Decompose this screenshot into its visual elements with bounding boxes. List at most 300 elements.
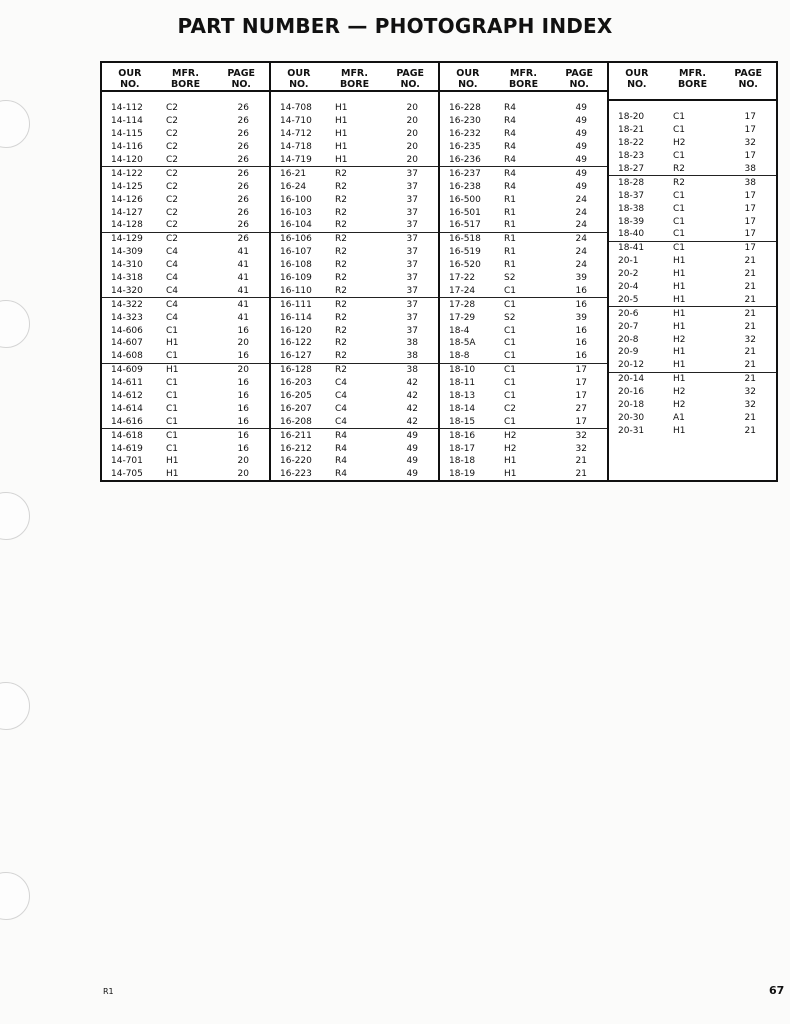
mfr-bore: C4: [166, 285, 179, 296]
table-row: [609, 359, 776, 372]
mfr-bore: C1: [504, 416, 517, 427]
table-row: [271, 180, 438, 193]
mfr-bore: H1: [673, 425, 686, 436]
block-body: [440, 92, 607, 481]
part-number: 14-127: [111, 207, 143, 218]
part-number: 14-116: [111, 142, 143, 153]
mfr-bore-header: [327, 63, 383, 90]
mfr-bore: R4: [504, 129, 516, 140]
table-row: [440, 180, 607, 193]
our-no-header: [271, 63, 327, 90]
part-number: 14-320: [111, 285, 143, 296]
table-row: [609, 202, 776, 215]
page-ref: 20: [406, 103, 418, 114]
mfr-bore: C1: [166, 443, 179, 454]
row-group: [271, 233, 438, 298]
part-number: 16-205: [280, 391, 312, 402]
row-group: [271, 167, 438, 232]
header-line: PAGE: [734, 68, 763, 79]
page-ref: 16: [575, 351, 587, 362]
table-row: [271, 442, 438, 455]
mfr-bore: C1: [166, 351, 179, 362]
page-ref: 17: [575, 416, 587, 427]
page-ref: 37: [406, 325, 418, 336]
part-number: 16-236: [449, 155, 481, 165]
page-ref: 17: [575, 365, 587, 376]
part-number: 20-8: [618, 334, 639, 345]
table-row: [102, 284, 269, 297]
page-ref: 49: [575, 129, 587, 140]
page-ref: 17: [744, 190, 756, 201]
part-number: 20-16: [618, 387, 645, 398]
table-row: [271, 167, 438, 180]
part-number: 16-207: [280, 403, 312, 414]
row-group: [609, 176, 776, 241]
our-no-header: [440, 63, 496, 90]
header-line: NO.: [400, 79, 420, 90]
mfr-bore: R4: [335, 469, 347, 480]
table-row: [609, 320, 776, 333]
table-row: [609, 399, 776, 412]
mfr-bore: R2: [335, 365, 347, 376]
table-row: [271, 429, 438, 442]
table-row: [102, 324, 269, 337]
part-number: 20-30: [618, 412, 645, 423]
row-group: [440, 102, 607, 167]
mfr-bore: R2: [335, 260, 347, 271]
page-ref: 37: [406, 299, 418, 310]
page-ref: 21: [744, 321, 756, 332]
mfr-bore: C1: [504, 391, 517, 402]
table-row: [609, 411, 776, 424]
mfr-bore: C1: [673, 125, 686, 136]
binder-hole: [0, 682, 30, 730]
table-row: [271, 246, 438, 259]
mfr-bore: H1: [166, 456, 179, 467]
row-group: [440, 167, 607, 232]
table-row: [609, 215, 776, 228]
mfr-bore: H2: [673, 387, 686, 398]
table-row: [102, 272, 269, 285]
mfr-bore: H2: [673, 400, 686, 411]
header-line: OUR: [118, 68, 142, 79]
part-number: 20-6: [618, 308, 639, 319]
part-number: 14-114: [111, 116, 143, 127]
part-number: 18-23: [618, 151, 645, 162]
page-ref: 24: [575, 247, 587, 258]
page-ref: 42: [406, 391, 418, 402]
page-ref: 26: [237, 207, 249, 218]
part-number: 18-27: [618, 164, 645, 174]
page-ref: 49: [406, 443, 418, 454]
mfr-bore: H2: [504, 443, 517, 454]
mfr-bore: H1: [673, 360, 686, 371]
part-number: 14-125: [111, 181, 143, 192]
mfr-bore: C4: [335, 416, 348, 427]
part-number: 16-128: [280, 365, 312, 376]
part-number: 14-609: [111, 365, 143, 376]
page-ref: 37: [406, 168, 418, 179]
mfr-bore: S2: [504, 273, 516, 284]
part-number: 16-111: [280, 299, 312, 310]
table-row: [609, 333, 776, 346]
mfr-bore: C1: [673, 216, 686, 227]
mfr-bore: C1: [504, 285, 517, 296]
mfr-bore: H1: [335, 142, 348, 153]
table-row: [102, 377, 269, 390]
table-row: [102, 141, 269, 154]
part-number: 20-31: [618, 425, 645, 436]
mfr-bore: C4: [335, 403, 348, 414]
table-row: [609, 111, 776, 124]
table-row: [102, 298, 269, 311]
table-row: [102, 154, 269, 167]
part-number: 14-712: [280, 129, 312, 140]
page-ref: 49: [406, 469, 418, 480]
mfr-bore: C1: [504, 299, 517, 310]
mfr-bore: A1: [673, 412, 685, 423]
part-number: 14-705: [111, 469, 143, 480]
our-no-header: [102, 63, 158, 90]
row-group: [271, 298, 438, 363]
page-ref: 21: [575, 469, 587, 480]
mfr-bore: C4: [166, 247, 179, 258]
index-table: [100, 61, 778, 482]
part-number: 16-517: [449, 220, 481, 231]
header-line: NO.: [120, 79, 140, 90]
page-ref: 17: [575, 378, 587, 389]
mfr-bore: R1: [504, 220, 516, 231]
part-number: 14-120: [111, 155, 143, 165]
mfr-bore: R2: [335, 299, 347, 310]
table-row: [102, 429, 269, 442]
row-group: [440, 298, 607, 363]
table-row: [440, 364, 607, 377]
page-ref: 20: [237, 456, 249, 467]
mfr-bore: H2: [673, 334, 686, 345]
mfr-bore: R4: [335, 443, 347, 454]
row-group: [271, 102, 438, 167]
table-row: [440, 442, 607, 455]
table-row: [102, 468, 269, 481]
mfr-bore: H1: [673, 294, 686, 305]
mfr-bore: S2: [504, 312, 516, 323]
part-number: 18-14: [449, 403, 476, 414]
mfr-bore: C4: [335, 391, 348, 402]
page-ref: 17: [575, 391, 587, 402]
block-body: [271, 92, 438, 481]
table-row: [609, 424, 776, 437]
mfr-bore: R2: [335, 220, 347, 231]
page-ref: 49: [406, 430, 418, 441]
table-row: [609, 386, 776, 399]
part-number: 16-203: [280, 378, 312, 389]
page-ref: 20: [237, 338, 249, 349]
table-row: [440, 284, 607, 297]
page-ref: 17: [744, 216, 756, 227]
header-line: MFR.: [340, 68, 369, 79]
mfr-bore: R2: [335, 325, 347, 336]
page-ref: 20: [406, 116, 418, 127]
part-number: 14-612: [111, 391, 143, 402]
part-number: 20-12: [618, 360, 645, 371]
block-header: [440, 63, 607, 92]
mfr-bore: R2: [673, 164, 685, 174]
part-number: 16-232: [449, 129, 481, 140]
part-number: 14-616: [111, 416, 143, 427]
page-ref: 26: [237, 220, 249, 231]
part-number: 16-501: [449, 207, 481, 218]
page-ref: 42: [406, 378, 418, 389]
part-number: 18-8: [449, 351, 470, 362]
part-number: 17-29: [449, 312, 476, 323]
part-number: 14-718: [280, 142, 312, 153]
mfr-bore: H1: [673, 269, 686, 280]
header-line: NO.: [231, 79, 251, 90]
mfr-bore: C1: [673, 243, 686, 254]
table-row: [102, 390, 269, 403]
mfr-bore: R4: [504, 168, 516, 179]
block-header: [102, 63, 269, 92]
page-ref: 32: [744, 400, 756, 411]
table-row: [609, 189, 776, 202]
binder-hole: [0, 492, 30, 540]
part-number: 17-24: [449, 285, 476, 296]
table-row: [609, 255, 776, 268]
table-row: [271, 364, 438, 377]
part-number: 14-310: [111, 260, 143, 271]
table-row: [440, 167, 607, 180]
page-no-header: [551, 63, 607, 90]
header-line: BORE: [508, 79, 539, 90]
table-row: [271, 154, 438, 167]
part-number: 14-607: [111, 338, 143, 349]
header-line: BORE: [339, 79, 370, 90]
mfr-bore: C1: [673, 112, 686, 123]
page-ref: 37: [406, 194, 418, 205]
page-ref: 38: [406, 365, 418, 376]
mfr-bore: R1: [504, 247, 516, 258]
mfr-bore: C1: [166, 378, 179, 389]
part-number: 14-322: [111, 299, 143, 310]
mfr-bore: H1: [673, 282, 686, 293]
part-number: 18-28: [618, 177, 645, 188]
revision-mark: R1: [103, 987, 114, 996]
part-number: 16-122: [280, 338, 312, 349]
page-ref: 20: [237, 469, 249, 480]
page-ref: 21: [744, 294, 756, 305]
part-number: 18-37: [618, 190, 645, 201]
table-row: [440, 233, 607, 246]
header-line: NO.: [569, 79, 589, 90]
part-number: 17-22: [449, 273, 476, 284]
page-ref: 38: [744, 177, 756, 188]
mfr-bore: R1: [504, 194, 516, 205]
mfr-bore: C1: [673, 203, 686, 214]
table-row: [440, 102, 607, 115]
page-ref: 49: [575, 116, 587, 127]
table-row: [271, 390, 438, 403]
mfr-bore: C1: [673, 190, 686, 201]
page-ref: 17: [744, 243, 756, 254]
mfr-bore: R4: [504, 181, 516, 192]
header-line: PAGE: [565, 68, 594, 79]
mfr-bore: R1: [504, 260, 516, 271]
row-group: [271, 364, 438, 429]
page-ref: 16: [237, 325, 249, 336]
table-row: [440, 259, 607, 272]
mfr-bore-header: [158, 63, 214, 90]
table-row: [102, 219, 269, 232]
row-group: [102, 233, 269, 298]
part-number: 16-228: [449, 103, 481, 114]
table-block-2: [269, 63, 438, 480]
table-row: [440, 415, 607, 428]
page-ref: 26: [237, 234, 249, 245]
table-row: [271, 377, 438, 390]
page-ref: 37: [406, 312, 418, 323]
part-number: 16-208: [280, 416, 312, 427]
part-number: 20-7: [618, 321, 639, 332]
page-ref: 21: [744, 269, 756, 280]
mfr-bore: R2: [335, 234, 347, 245]
mfr-bore: C1: [504, 378, 517, 389]
table-row: [271, 415, 438, 428]
part-number: 14-606: [111, 325, 143, 336]
page-ref: 16: [237, 430, 249, 441]
table-row: [271, 206, 438, 219]
table-row: [609, 176, 776, 189]
part-number: 16-21: [280, 168, 307, 179]
page-ref: 16: [237, 403, 249, 414]
table-row: [609, 137, 776, 150]
part-number: 18-15: [449, 416, 476, 427]
table-row: [102, 206, 269, 219]
row-group: [440, 429, 607, 481]
table-row: [102, 180, 269, 193]
page-ref: 37: [406, 207, 418, 218]
row-group: [440, 233, 607, 298]
mfr-bore: H1: [335, 155, 348, 165]
header-line: MFR.: [509, 68, 538, 79]
table-block-1: [102, 63, 269, 480]
table-row: [271, 468, 438, 481]
page-ref: 37: [406, 247, 418, 258]
row-group: [102, 429, 269, 481]
table-row: [271, 298, 438, 311]
mfr-bore: R2: [335, 247, 347, 258]
header-line: PAGE: [227, 68, 256, 79]
table-row: [440, 206, 607, 219]
part-number: 16-518: [449, 234, 481, 245]
table-row: [271, 115, 438, 128]
table-row: [609, 346, 776, 359]
header-line: NO.: [627, 79, 647, 90]
mfr-bore: C1: [504, 351, 517, 362]
header-line: OUR: [287, 68, 311, 79]
table-row: [102, 415, 269, 428]
mfr-bore-header: [496, 63, 552, 90]
page-ref: 16: [237, 351, 249, 362]
mfr-bore: R4: [504, 116, 516, 127]
binder-hole: [0, 872, 30, 920]
row-group: [271, 429, 438, 481]
page-ref: 41: [237, 285, 249, 296]
part-number: 18-17: [449, 443, 476, 454]
page-ref: 37: [406, 181, 418, 192]
header-line: OUR: [625, 68, 649, 79]
part-number: 17-28: [449, 299, 476, 310]
table-row: [440, 219, 607, 232]
page-ref: 41: [237, 273, 249, 284]
part-number: 14-128: [111, 220, 143, 231]
table-row: [102, 311, 269, 324]
table-row: [440, 390, 607, 403]
header-line: BORE: [170, 79, 201, 90]
mfr-bore: R4: [335, 430, 347, 441]
page-ref: 24: [575, 234, 587, 245]
mfr-bore: C2: [166, 181, 179, 192]
part-number: 18-22: [618, 138, 645, 149]
page-ref: 32: [744, 387, 756, 398]
page-ref: 24: [575, 207, 587, 218]
table-row: [609, 268, 776, 281]
table-row: [440, 311, 607, 324]
mfr-bore-header: [665, 63, 721, 99]
row-group: [102, 364, 269, 429]
part-number: 18-10: [449, 365, 476, 376]
part-number: 16-230: [449, 116, 481, 127]
mfr-bore: R2: [335, 207, 347, 218]
part-number: 16-220: [280, 456, 312, 467]
part-number: 14-323: [111, 312, 143, 323]
row-group: [102, 167, 269, 232]
page-ref: 41: [237, 260, 249, 271]
table-row: [271, 284, 438, 297]
page-ref: 39: [575, 273, 587, 284]
mfr-bore: H1: [166, 338, 179, 349]
table-row: [440, 115, 607, 128]
page-ref: 21: [744, 347, 756, 358]
mfr-bore: C4: [166, 260, 179, 271]
part-number: 16-110: [280, 285, 312, 296]
table-row: [102, 193, 269, 206]
mfr-bore: C1: [673, 151, 686, 162]
page-ref: 21: [744, 374, 756, 385]
part-number: 16-238: [449, 181, 481, 192]
page-ref: 24: [575, 220, 587, 231]
page-ref: 16: [575, 285, 587, 296]
part-number: 14-126: [111, 194, 143, 205]
mfr-bore: C2: [166, 220, 179, 231]
page-ref: 24: [575, 194, 587, 205]
table-row: [271, 350, 438, 363]
mfr-bore: C2: [166, 103, 179, 114]
table-row: [271, 233, 438, 246]
header-line: PAGE: [396, 68, 425, 79]
page-ref: 38: [406, 338, 418, 349]
our-no-header: [609, 63, 665, 99]
page-ref: 20: [237, 365, 249, 376]
part-number: 20-1: [618, 256, 639, 267]
table-row: [102, 115, 269, 128]
page-ref: 21: [744, 412, 756, 423]
table-row: [102, 102, 269, 115]
table-row: [102, 402, 269, 415]
mfr-bore: C1: [166, 325, 179, 336]
part-number: 16-520: [449, 260, 481, 271]
mfr-bore: C2: [166, 116, 179, 127]
